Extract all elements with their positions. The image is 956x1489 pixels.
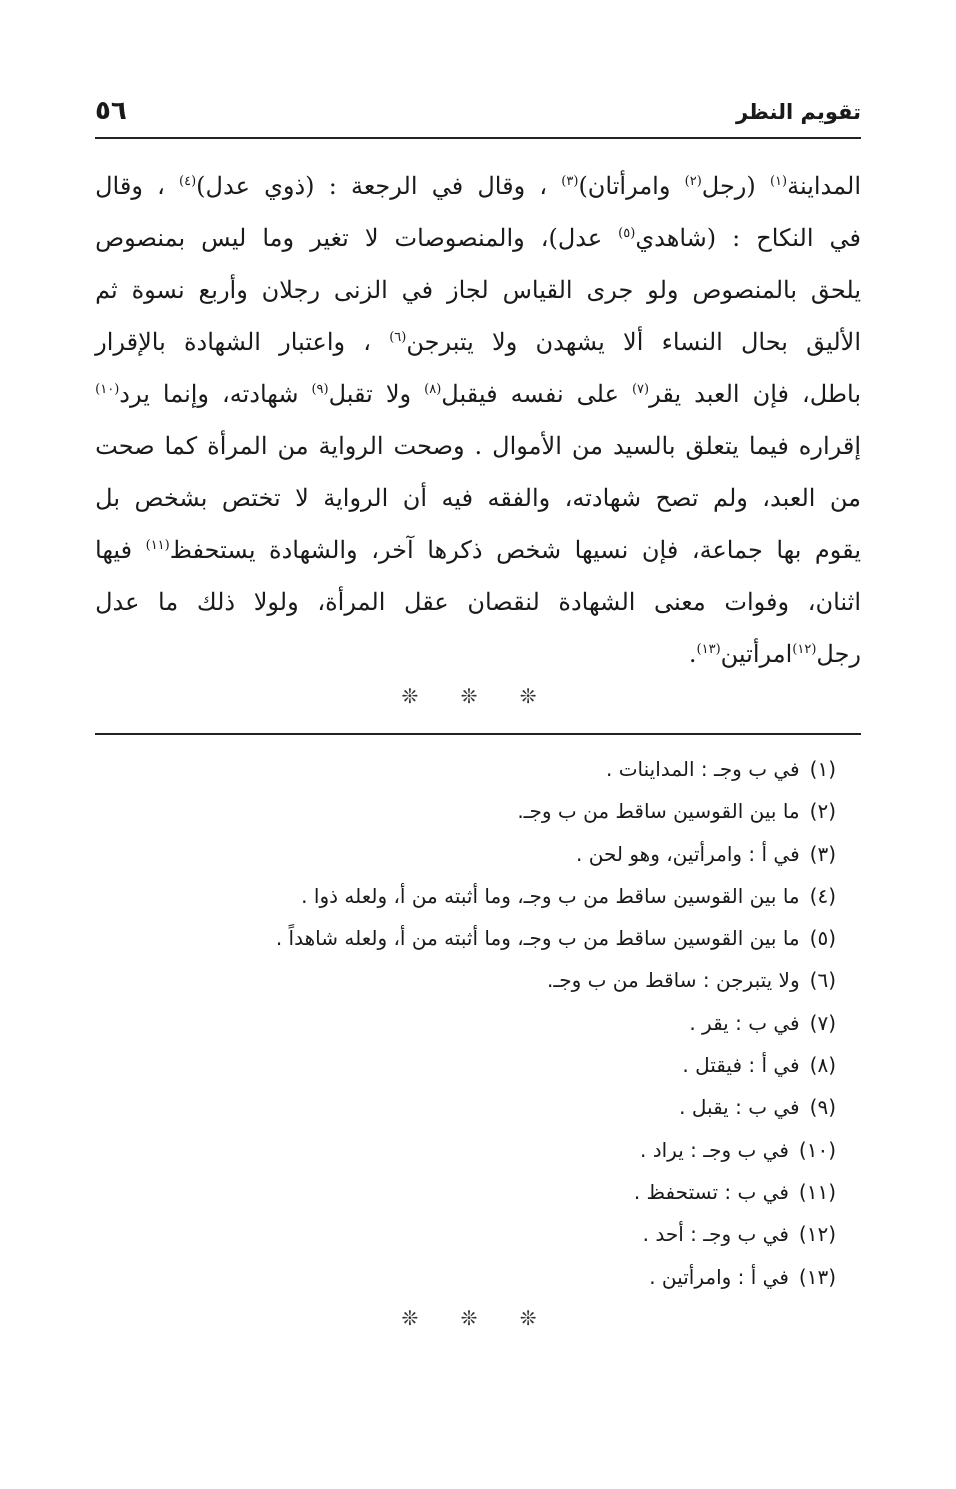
text-word: يلحق bbox=[810, 276, 861, 304]
text-word: ذلك bbox=[196, 588, 236, 616]
text-word: وإنما bbox=[162, 380, 209, 408]
footnote-ref: (١٣) bbox=[696, 642, 721, 657]
footnote-number: (٢) bbox=[809, 799, 836, 824]
text-word: لنقصان bbox=[467, 588, 540, 616]
text-word: صحت bbox=[95, 432, 155, 460]
text-word: الشهادة bbox=[558, 588, 636, 616]
footnote-item bbox=[95, 1129, 836, 1171]
text-word: (ذوي bbox=[264, 172, 315, 200]
text-word: العبد bbox=[694, 380, 740, 408]
text-word: واعتبار bbox=[279, 328, 346, 356]
footnote-number: (٧) bbox=[809, 1010, 836, 1035]
text-word: فإن bbox=[641, 536, 679, 564]
footnote-number: (١) bbox=[809, 757, 836, 781]
text-line bbox=[95, 420, 861, 472]
text-word: كما bbox=[164, 432, 198, 460]
text-line bbox=[95, 524, 861, 576]
text-word: في bbox=[401, 276, 434, 304]
end-separator: ❊ ❊ ❊ bbox=[401, 1306, 555, 1330]
footnote-number: (٩) bbox=[809, 1095, 836, 1120]
text-word: : bbox=[732, 224, 741, 252]
text-word: لا bbox=[295, 484, 309, 512]
text-word: وصحت bbox=[393, 432, 465, 460]
text-word: عدل bbox=[95, 588, 140, 616]
text-word: يشهدن bbox=[535, 328, 605, 356]
text-word: ثم bbox=[95, 276, 118, 304]
footnote-text: في أ : وامرأتين . bbox=[649, 1264, 789, 1289]
text-word: تختص bbox=[221, 484, 281, 512]
text-word: والفقه bbox=[487, 484, 551, 512]
footnote-item bbox=[95, 1002, 836, 1044]
text-word: أن bbox=[402, 484, 428, 512]
text-word: بالمنصوص bbox=[692, 276, 797, 304]
text-word: لا bbox=[364, 224, 379, 252]
section-separator: ❊ ❊ ❊ bbox=[401, 684, 555, 708]
text-word: عدل)$^{(٤)}$ bbox=[179, 172, 250, 200]
footnote-ref: (١٢) bbox=[792, 642, 817, 657]
text-word: فإن bbox=[752, 380, 789, 408]
text-word: الزنى bbox=[333, 276, 388, 304]
text-word: فيه bbox=[441, 484, 474, 512]
text-word: المرأة bbox=[207, 432, 268, 460]
text-word: بالسيد bbox=[612, 432, 676, 460]
footnote-item bbox=[95, 1086, 836, 1128]
footnote-text: في أ : فيقتل . bbox=[682, 1053, 800, 1078]
footnote-text: في ب وجـ : أحد . bbox=[642, 1222, 789, 1247]
text-word: تغير bbox=[310, 224, 349, 252]
footnote-number: (٣) bbox=[809, 841, 836, 866]
text-word: ، bbox=[539, 172, 548, 200]
text-word: في bbox=[829, 224, 861, 252]
footnote-number: (١٢) bbox=[798, 1222, 836, 1247]
text-word: وأربع bbox=[198, 276, 248, 304]
footnote-item bbox=[95, 790, 836, 832]
footnote-item bbox=[95, 875, 836, 917]
text-word: بشخص bbox=[134, 484, 208, 512]
text-word: جرى bbox=[586, 276, 634, 304]
footnote-item bbox=[95, 748, 836, 790]
header-rule bbox=[95, 137, 861, 139]
text-word: في bbox=[431, 172, 464, 200]
footnote-text: في ب : يقبل . bbox=[679, 1095, 800, 1120]
text-word: الرجعة bbox=[350, 172, 418, 200]
text-line bbox=[95, 472, 861, 524]
text-word: لجاز bbox=[447, 276, 489, 304]
footnote-number: (١١) bbox=[798, 1179, 836, 1204]
text-word: ولا bbox=[492, 328, 518, 356]
footnote-item bbox=[95, 1256, 836, 1298]
text-word: ولم bbox=[712, 484, 748, 512]
text-word: على bbox=[576, 380, 619, 408]
footnote-ref: (٣) bbox=[561, 174, 579, 189]
text-word: يستحفظ$^{(١١)}$ bbox=[145, 536, 256, 564]
text-word: (رجل$^{(٢)}$ bbox=[684, 172, 756, 200]
text-word: الأموال bbox=[492, 432, 562, 460]
text-word: ولو bbox=[647, 276, 679, 304]
footnote-item bbox=[95, 959, 836, 1001]
text-word: رجل$^{(١٢)}$ bbox=[792, 640, 861, 668]
footnote-text: في ب : تستحفظ . bbox=[633, 1179, 789, 1204]
text-word: وفوات bbox=[724, 588, 790, 616]
text-word: فيقبل$^{(٨)}$ bbox=[424, 380, 498, 408]
text-word: من bbox=[571, 432, 603, 460]
footnote-number: (٥) bbox=[809, 926, 836, 951]
footnotes bbox=[95, 748, 836, 1298]
running-header bbox=[95, 96, 861, 130]
footnote-number: (١٠) bbox=[798, 1137, 836, 1162]
text-word: من bbox=[829, 484, 861, 512]
footnote-number: (١٣) bbox=[798, 1264, 836, 1289]
footnote-ref: (٨) bbox=[424, 382, 442, 397]
footnote-item bbox=[95, 1044, 836, 1086]
text-word: اثنان، bbox=[807, 588, 861, 616]
text-word: جماعة، bbox=[691, 536, 763, 564]
text-word: آخر، bbox=[371, 536, 414, 564]
text-word: من bbox=[277, 432, 309, 460]
text-word: يرد$^{(١٠)}$ bbox=[95, 380, 150, 408]
footnote-text: في ب وجـ : يراد . bbox=[640, 1137, 789, 1162]
footnote-item bbox=[95, 1171, 836, 1213]
footnote-text: ما بين القوسين ساقط من ب وجـ، وما أثبته من أ، ولعله ذوا . bbox=[301, 883, 800, 908]
text-word: نسيها bbox=[574, 536, 629, 564]
text-line bbox=[95, 628, 861, 680]
text-word: ليس bbox=[201, 224, 247, 252]
footnote-ref: (٦) bbox=[389, 330, 407, 345]
text-word: النكاح bbox=[756, 224, 814, 252]
text-word: شهادته، bbox=[564, 484, 642, 512]
footnote-text: في ب وجـ : المداينات . bbox=[606, 757, 800, 781]
text-word: ألا bbox=[623, 328, 644, 356]
text-word: تصح bbox=[655, 484, 699, 512]
text-word: يقر$^{(٧)}$ bbox=[631, 380, 682, 408]
footnote-text: ولا يتبرجن : ساقط من ب وجـ. bbox=[547, 968, 800, 993]
footnote-text: في ب : يقر . bbox=[689, 1010, 800, 1035]
footnote-ref: (٥) bbox=[618, 226, 636, 241]
text-word: فيما bbox=[748, 432, 789, 460]
text-word: باطل، bbox=[801, 380, 861, 408]
footnote-rule bbox=[95, 733, 861, 735]
footnote-ref: (١) bbox=[769, 174, 788, 189]
text-word: الأليق bbox=[806, 328, 861, 356]
text-word: المرأة، bbox=[317, 588, 386, 616]
text-word: فيها bbox=[95, 536, 133, 564]
text-word: يتعلق bbox=[685, 432, 739, 460]
text-word: . bbox=[688, 640, 697, 668]
text-line bbox=[95, 576, 861, 628]
text-word: ما bbox=[158, 588, 179, 616]
text-word: شهادته، bbox=[222, 380, 299, 408]
text-word: امرأتين$^{(١٣)}$ bbox=[696, 640, 793, 668]
text-word: . bbox=[474, 432, 483, 460]
text-word: بالإقرار bbox=[95, 328, 166, 356]
book-title: تقويم النظر bbox=[735, 100, 861, 124]
footnote-ref: (١١) bbox=[145, 538, 170, 553]
text-word: ذكرها bbox=[427, 536, 483, 564]
text-word: الشهادة bbox=[183, 328, 261, 356]
text-word: معنى bbox=[654, 588, 706, 616]
text-word: : bbox=[328, 172, 337, 200]
text-word: وامرأتان)$^{(٣)}$ bbox=[561, 172, 671, 200]
text-line bbox=[95, 160, 861, 212]
text-word: نسوة bbox=[131, 276, 185, 304]
text-word: بها bbox=[776, 536, 802, 564]
main-text bbox=[95, 160, 861, 680]
text-word: ، bbox=[363, 328, 372, 356]
text-word: بحال bbox=[740, 328, 788, 356]
text-word: العبد، bbox=[762, 484, 816, 512]
footnote-text: ما بين القوسين ساقط من ب وجـ. bbox=[517, 799, 800, 824]
text-word: وقال bbox=[95, 172, 143, 200]
text-word: يتبرجن$^{(٦)}$ bbox=[389, 328, 474, 356]
text-word: المداينة$^{(١)}$ bbox=[769, 172, 861, 200]
footnote-item bbox=[95, 917, 836, 959]
footnote-number: (٤) bbox=[809, 883, 836, 908]
text-word: شخص bbox=[496, 536, 562, 564]
footnote-ref: (٤) bbox=[179, 174, 197, 189]
page-number: ٥٦ bbox=[95, 96, 127, 126]
text-word: عدل)، bbox=[540, 224, 603, 252]
text-word: يقوم bbox=[814, 536, 861, 564]
text-word: تقبل$^{(٩)}$ bbox=[311, 380, 373, 408]
text-line bbox=[95, 368, 861, 420]
footnote-item bbox=[95, 1213, 836, 1255]
text-word: وقال bbox=[477, 172, 526, 200]
text-word: إقراره bbox=[798, 432, 861, 460]
text-word: (شاهدي$^{(٥)}$ bbox=[618, 224, 717, 252]
text-line bbox=[95, 264, 861, 316]
footnote-text: في أ : وامرأتين، وهو لحن . bbox=[576, 841, 800, 866]
text-word: نفسه bbox=[510, 380, 564, 408]
text-word: بمنصوص bbox=[95, 224, 186, 252]
text-word: الرواية bbox=[323, 484, 389, 512]
footnote-number: (٨) bbox=[809, 1053, 836, 1078]
text-word: والشهادة bbox=[269, 536, 358, 564]
text-word: بل bbox=[95, 484, 120, 512]
text-word: ولولا bbox=[253, 588, 299, 616]
text-word: رجلان bbox=[261, 276, 321, 304]
text-word: القياس bbox=[502, 276, 573, 304]
text-word: الرواية bbox=[318, 432, 384, 460]
footnote-number: (٦) bbox=[809, 968, 836, 993]
text-line bbox=[95, 212, 861, 264]
footnote-text: ما بين القوسين ساقط من ب وجـ، وما أثبته من أ، ولعله شاهداً . bbox=[275, 926, 800, 951]
text-word: والمنصوصات bbox=[394, 224, 525, 252]
footnote-ref: (١٠) bbox=[95, 382, 120, 397]
text-word: عقل bbox=[404, 588, 449, 616]
text-word: ولا bbox=[385, 380, 412, 408]
footnote-ref: (٧) bbox=[631, 382, 650, 397]
footnote-ref: (٢) bbox=[684, 174, 702, 189]
text-word: وما bbox=[262, 224, 295, 252]
footnote-ref: (٩) bbox=[311, 382, 329, 397]
text-line bbox=[95, 316, 861, 368]
footnote-item bbox=[95, 833, 836, 875]
text-word: ، bbox=[157, 172, 165, 200]
text-word: النساء bbox=[661, 328, 723, 356]
